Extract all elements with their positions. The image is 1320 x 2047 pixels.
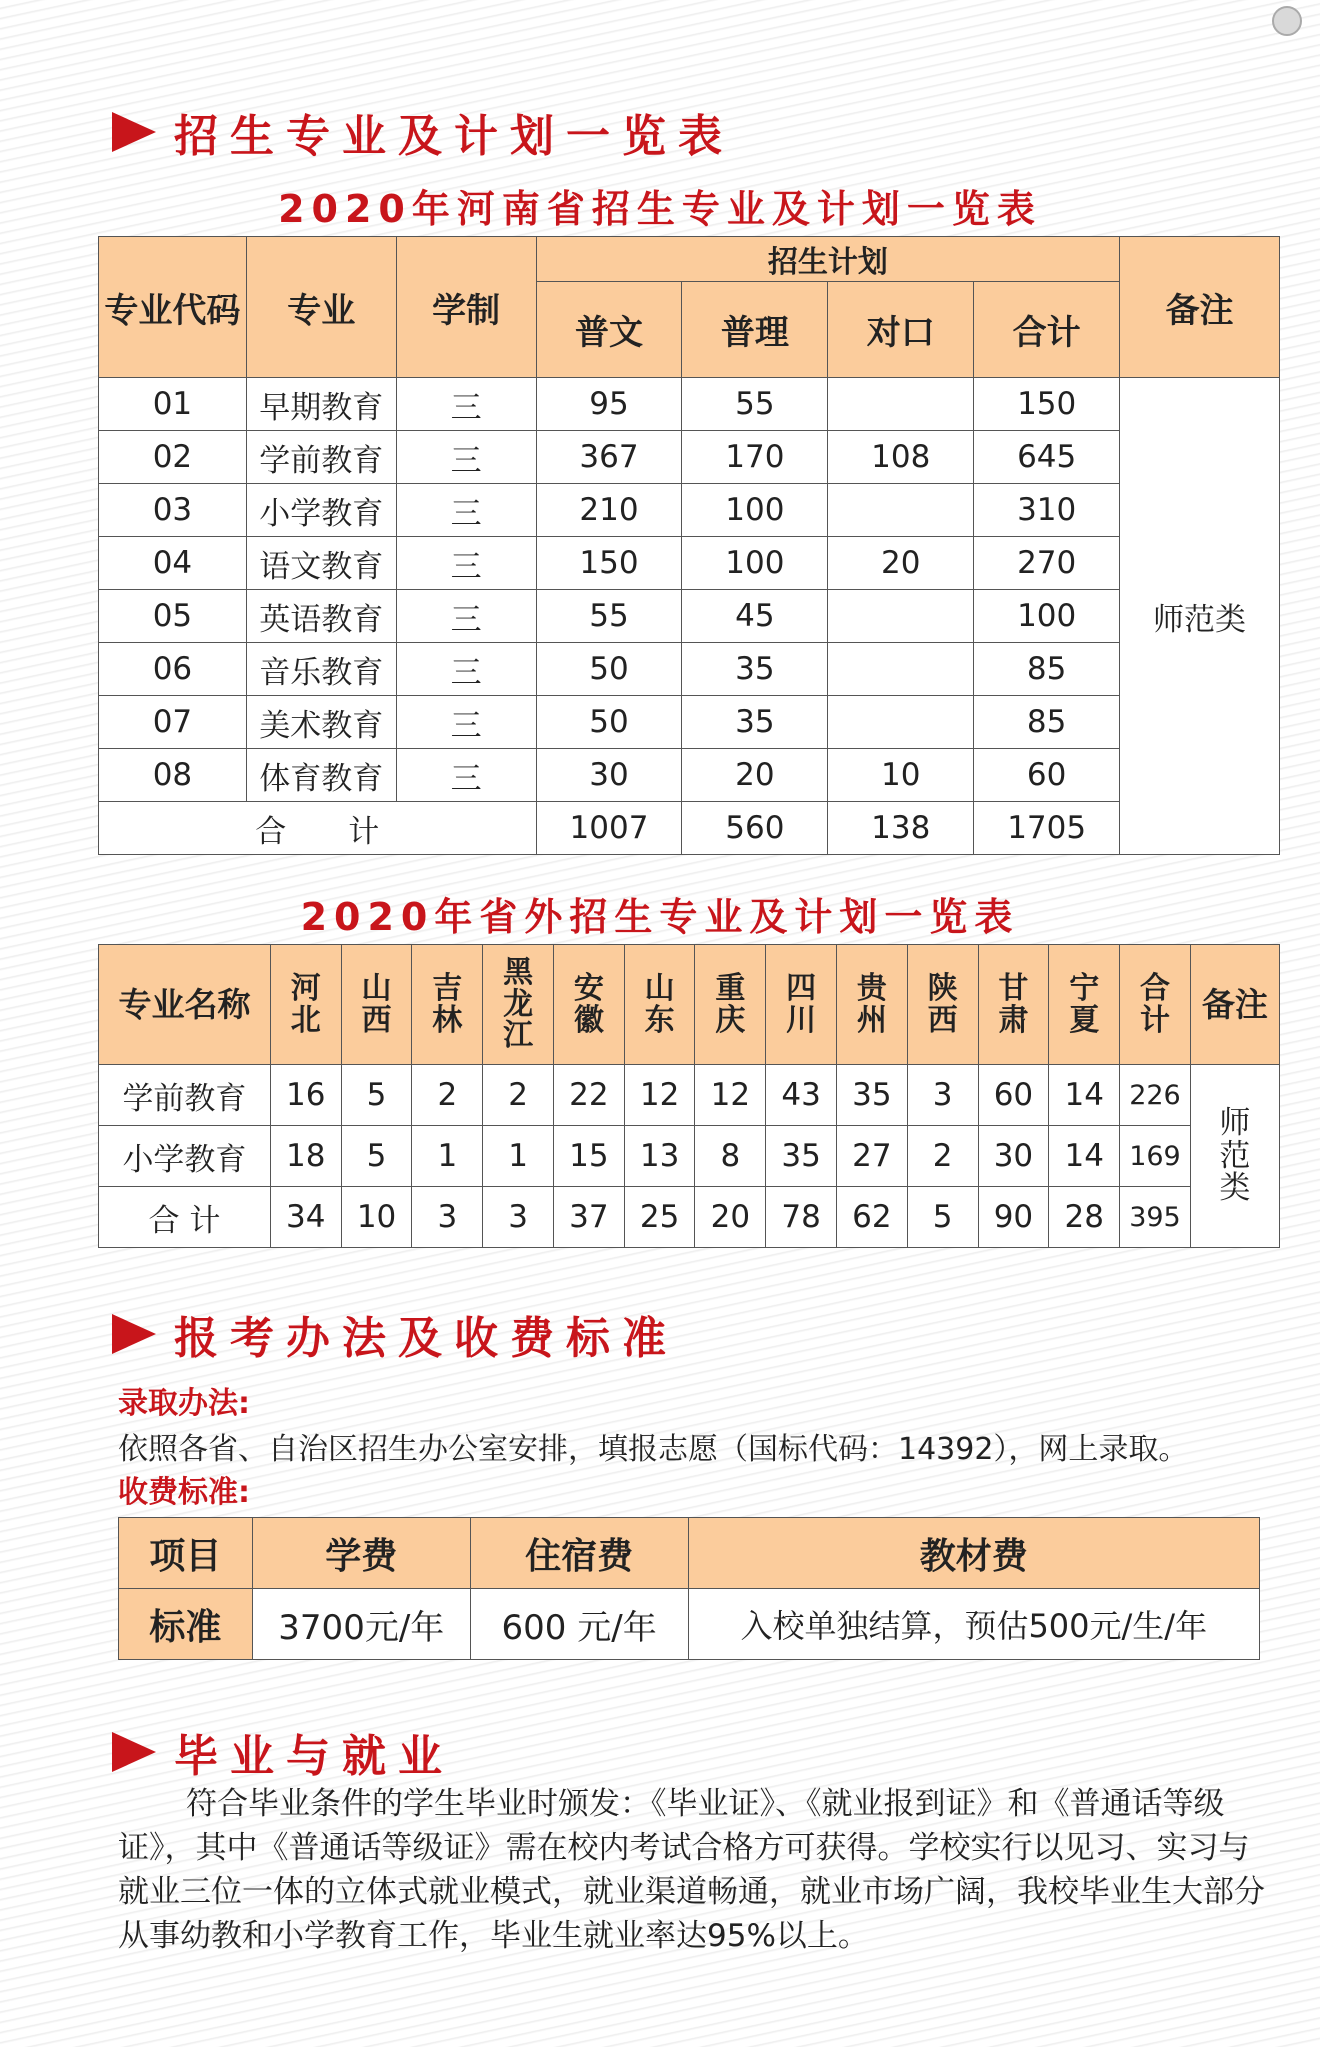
cell-value: 25 <box>624 1187 695 1248</box>
cell-remark: 师范类 <box>1190 1065 1279 1248</box>
cell-value: 5 <box>341 1126 412 1187</box>
cell-total: 226 <box>1120 1065 1191 1126</box>
table-row <box>99 696 1280 749</box>
cell-total: 270 <box>974 537 1120 590</box>
cell-code: 08 <box>99 749 247 802</box>
cell-puwen: 50 <box>536 643 682 696</box>
cell-value: 14 <box>1049 1126 1120 1187</box>
cell-puli: 100 <box>682 484 828 537</box>
cell-code: 03 <box>99 484 247 537</box>
cell-value: 15 <box>553 1126 624 1187</box>
header-length: 学制 <box>396 237 536 378</box>
cell-value: 5 <box>341 1065 412 1126</box>
table-row <box>99 1065 1280 1126</box>
cell-value: 13 <box>624 1126 695 1187</box>
cell-value: 43 <box>766 1065 837 1126</box>
cell-duikou: 108 <box>828 431 974 484</box>
header-plan: 招生计划 <box>536 237 1120 282</box>
cell-value: 14 <box>1049 1065 1120 1126</box>
cell-puwen: 50 <box>536 696 682 749</box>
cell-value: 1 <box>412 1126 483 1187</box>
cell-code: 05 <box>99 590 247 643</box>
header-province: 贵州 <box>837 945 908 1065</box>
header-province: 山东 <box>624 945 695 1065</box>
cell-value: 12 <box>695 1065 766 1126</box>
cell-sum-puwen: 1007 <box>536 802 682 855</box>
cell-value: 10 <box>341 1187 412 1248</box>
cell-length: 三 <box>396 431 536 484</box>
header-total: 合计 <box>974 282 1120 378</box>
cell-total: 150 <box>974 378 1120 431</box>
cell-value: 62 <box>837 1187 908 1248</box>
table-row <box>99 484 1280 537</box>
cell-puli: 45 <box>682 590 828 643</box>
table-row <box>99 643 1280 696</box>
cell-value: 2 <box>907 1126 978 1187</box>
outside-plan-table <box>98 944 1280 1248</box>
cell-total: 645 <box>974 431 1120 484</box>
cell-major: 小学教育 <box>99 1126 271 1187</box>
cell-value: 78 <box>766 1187 837 1248</box>
cell-length: 三 <box>396 378 536 431</box>
header-duikou: 对口 <box>828 282 974 378</box>
outside-table-title: 2020年省外招生专业及计划一览表 <box>300 895 1020 939</box>
section-heading-employment <box>112 1720 454 1784</box>
fees-table <box>118 1517 1260 1660</box>
header-province: 黑龙江 <box>483 945 554 1065</box>
cell-major: 美术教育 <box>246 696 396 749</box>
corner-circle-icon <box>1272 6 1302 36</box>
cell-value: 3 <box>907 1065 978 1126</box>
cell-puwen: 367 <box>536 431 682 484</box>
header-total: 合计 <box>1120 945 1191 1065</box>
table-total-row <box>99 1187 1280 1248</box>
header-province: 甘肃 <box>978 945 1049 1065</box>
henan-plan-table <box>98 236 1280 855</box>
cell-total: 85 <box>974 696 1120 749</box>
cell-major: 英语教育 <box>246 590 396 643</box>
table-row <box>99 537 1280 590</box>
table-row <box>99 378 1280 431</box>
cell-duikou <box>828 696 974 749</box>
header-major-name: 专业名称 <box>99 945 271 1065</box>
cell-value: 16 <box>270 1065 341 1126</box>
header-remark: 备注 <box>1190 945 1279 1065</box>
cell-value: 20 <box>695 1187 766 1248</box>
cell-value: 2 <box>483 1065 554 1126</box>
section-title: 报考办法及收费标准 <box>174 1313 678 1364</box>
cell-value: 18 <box>270 1126 341 1187</box>
cell-length: 三 <box>396 696 536 749</box>
cell-value: 60 <box>978 1065 1049 1126</box>
cell-length: 三 <box>396 537 536 590</box>
cell-length: 三 <box>396 484 536 537</box>
table-row <box>99 590 1280 643</box>
cell-total: 85 <box>974 643 1120 696</box>
cell-sum-duikou: 138 <box>828 802 974 855</box>
cell-value: 2 <box>412 1065 483 1126</box>
cell-puli: 170 <box>682 431 828 484</box>
header-tuition: 学费 <box>252 1518 470 1589</box>
header-province: 河北 <box>270 945 341 1065</box>
cell-code: 01 <box>99 378 247 431</box>
header-dorm: 住宿费 <box>470 1518 688 1589</box>
table-row <box>99 1126 1280 1187</box>
cell-code: 07 <box>99 696 247 749</box>
cell-duikou <box>828 590 974 643</box>
table-row <box>99 749 1280 802</box>
header-province: 吉林 <box>412 945 483 1065</box>
cell-puli: 35 <box>682 696 828 749</box>
cell-total: 100 <box>974 590 1120 643</box>
triangle-arrow-icon <box>112 112 156 152</box>
cell-standard-label: 标准 <box>119 1589 253 1660</box>
cell-value: 34 <box>270 1187 341 1248</box>
cell-sum-puli: 560 <box>682 802 828 855</box>
table-row <box>99 431 1280 484</box>
cell-puli: 55 <box>682 378 828 431</box>
header-province: 四川 <box>766 945 837 1065</box>
header-puli: 普理 <box>682 282 828 378</box>
cell-sum-label: 合 计 <box>99 1187 271 1248</box>
cell-duikou <box>828 484 974 537</box>
cell-value: 27 <box>837 1126 908 1187</box>
admission-text: 依照各省、自治区招生办公室安排，填报志愿（国标代码：14392），网上录取。 <box>118 1432 1189 1467</box>
cell-sum-label: 合 计 <box>99 802 537 855</box>
header-puwen: 普文 <box>536 282 682 378</box>
cell-value: 22 <box>553 1065 624 1126</box>
cell-sum-total: 1705 <box>974 802 1120 855</box>
cell-duikou: 10 <box>828 749 974 802</box>
cell-length: 三 <box>396 749 536 802</box>
section-heading-plan <box>112 100 734 164</box>
header-province: 山西 <box>341 945 412 1065</box>
header-province: 安徽 <box>553 945 624 1065</box>
admission-label: 录取办法: <box>118 1386 250 1421</box>
cell-value: 35 <box>766 1126 837 1187</box>
cell-major: 音乐教育 <box>246 643 396 696</box>
triangle-arrow-icon <box>112 1732 156 1772</box>
cell-value: 5 <box>907 1187 978 1248</box>
cell-value: 28 <box>1049 1187 1120 1248</box>
cell-major: 体育教育 <box>246 749 396 802</box>
cell-total: 395 <box>1120 1187 1191 1248</box>
section-title: 毕业与就业 <box>174 1731 454 1782</box>
cell-value: 12 <box>624 1065 695 1126</box>
cell-books: 入校单独结算，预估500元/生/年 <box>688 1589 1259 1660</box>
header-province: 宁夏 <box>1049 945 1120 1065</box>
cell-value: 3 <box>483 1187 554 1248</box>
cell-value: 8 <box>695 1126 766 1187</box>
cell-code: 06 <box>99 643 247 696</box>
cell-total: 169 <box>1120 1126 1191 1187</box>
cell-puwen: 30 <box>536 749 682 802</box>
header-province: 陕西 <box>907 945 978 1065</box>
cell-major: 学前教育 <box>99 1065 271 1126</box>
cell-value: 35 <box>837 1065 908 1126</box>
cell-value: 1 <box>483 1126 554 1187</box>
fees-label: 收费标准: <box>118 1475 250 1510</box>
cell-total: 60 <box>974 749 1120 802</box>
cell-puwen: 150 <box>536 537 682 590</box>
section-heading-apply <box>112 1302 678 1366</box>
header-remark: 备注 <box>1120 237 1280 378</box>
header-major: 专业 <box>246 237 396 378</box>
cell-length: 三 <box>396 643 536 696</box>
cell-value: 90 <box>978 1187 1049 1248</box>
triangle-arrow-icon <box>112 1314 156 1354</box>
cell-major: 小学教育 <box>246 484 396 537</box>
employment-paragraph: 符合毕业条件的学生毕业时颁发：《毕业证》、《就业报到证》和《普通话等级证》，其中《普通话等级证》需在校内考试合格方可获得。学校实行以见习、实习与就业三位一体的立体式就业模式，就业渠道畅通，就业市场广阔，我校毕业生大部分从事幼教和小学教育工作，毕业生就业率达95%以上。 <box>118 1786 1265 1954</box>
section-title: 招生专业及计划一览表 <box>174 111 734 162</box>
cell-dorm: 600 元/年 <box>470 1589 688 1660</box>
henan-table-title: 2020年河南省招生专业及计划一览表 <box>278 187 1042 231</box>
table-total-row <box>99 802 1280 855</box>
header-books: 教材费 <box>688 1518 1259 1589</box>
cell-major: 学前教育 <box>246 431 396 484</box>
cell-length: 三 <box>396 590 536 643</box>
cell-puli: 20 <box>682 749 828 802</box>
cell-duikou: 20 <box>828 537 974 590</box>
cell-code: 02 <box>99 431 247 484</box>
table-row <box>119 1589 1260 1660</box>
cell-major: 早期教育 <box>246 378 396 431</box>
cell-puwen: 55 <box>536 590 682 643</box>
cell-code: 04 <box>99 537 247 590</box>
cell-value: 3 <box>412 1187 483 1248</box>
cell-puli: 35 <box>682 643 828 696</box>
cell-tuition: 3700元/年 <box>252 1589 470 1660</box>
cell-value: 30 <box>978 1126 1049 1187</box>
header-item: 项目 <box>119 1518 253 1589</box>
cell-puli: 100 <box>682 537 828 590</box>
header-province: 重庆 <box>695 945 766 1065</box>
cell-puwen: 210 <box>536 484 682 537</box>
cell-puwen: 95 <box>536 378 682 431</box>
cell-value: 37 <box>553 1187 624 1248</box>
cell-duikou <box>828 643 974 696</box>
cell-major: 语文教育 <box>246 537 396 590</box>
cell-duikou <box>828 378 974 431</box>
cell-remark: 师范类 <box>1120 378 1280 855</box>
header-code: 专业代码 <box>99 237 247 378</box>
cell-total: 310 <box>974 484 1120 537</box>
